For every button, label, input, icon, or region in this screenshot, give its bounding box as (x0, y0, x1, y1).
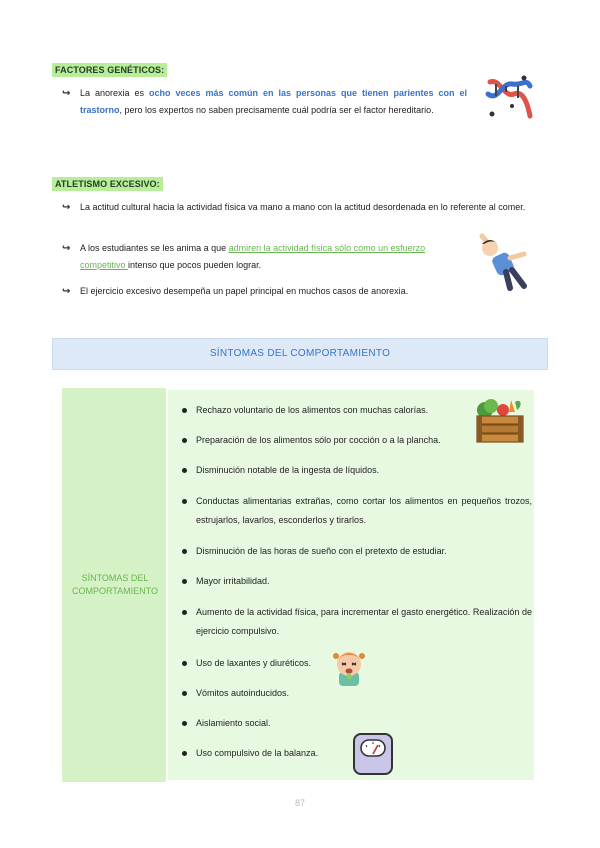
list-item (62, 85, 467, 119)
nauseous-face-icon (331, 646, 367, 686)
page-number: 87 (294, 798, 305, 808)
section-banner: SÍNTOMAS DEL COMPORTAMIENTO (52, 338, 548, 370)
bullet-text: La anorexia es (80, 88, 150, 98)
list-item: Disminución de las horas de sueño con el pretexto de estudiar. (182, 542, 532, 561)
heading-atletismo-excesivo: ATLETISMO EXCESIVO: (52, 177, 163, 191)
hook-arrow-icon: ↪ (62, 286, 71, 297)
table-header-label: SÍNTOMAS DEL COMPORTAMIENTO (71, 573, 158, 596)
heading-factores-geneticos: FACTORES GENÉTICOS: (52, 63, 167, 77)
hook-arrow-icon: ↪ (62, 202, 71, 213)
bullet-text: A los estudiantes se les anima a que (80, 243, 229, 253)
bullet-text: El ejercicio excesivo desempeña un papel principal en muchos casos de anorexia. (80, 286, 409, 296)
list-item: Disminución notable de la ingesta de líquidos. (182, 461, 532, 480)
link-text[interactable]: admiren la actividad física sólo como un esfuerzo competitivo (80, 243, 426, 270)
list-item: Aumento de la actividad física, para incrementar el gasto energético. Realización de ejercicio compulsivo. (182, 603, 532, 641)
list-item: Conductas alimentarias extrañas, como cortar los alimentos en pequeños trozos, estrujarlos, lavarlos, esconderlos y tirarlos. (182, 492, 532, 530)
bathroom-scale-icon (352, 732, 394, 776)
list-item (62, 199, 548, 216)
bullet-text: intenso que pocos pueden lograr. (128, 260, 262, 270)
dna-icon (484, 72, 536, 122)
list-item (62, 283, 472, 300)
bullet-text: La actitud cultural hacia la actividad física va mano a mano con la actitud desordenada en lo referente al comer. (80, 202, 526, 212)
bullet-text: , pero los expertos no saben precisamente cuál podría ser el factor hereditario. (119, 105, 434, 115)
hook-arrow-icon: ↪ (62, 243, 71, 254)
list-item: Uso de laxantes y diuréticos. (182, 654, 532, 673)
list-item: Vómitos autoinducidos. (182, 684, 532, 703)
list-item (62, 240, 472, 274)
hook-arrow-icon: ↪ (62, 88, 71, 99)
list-item: Uso compulsivo de la balanza. (182, 744, 532, 763)
list-item: Mayor irritabilidad. (182, 572, 532, 591)
list-item: Aislamiento social. (182, 714, 532, 733)
list-item: Rechazo voluntario de los alimentos con muchas calorías. (182, 401, 532, 420)
list-item: Preparación de los alimentos sólo por cocción o a la plancha. (182, 431, 532, 450)
stretching-person-icon (472, 232, 534, 294)
vegetable-crate-icon (475, 396, 525, 444)
highlight-text: ocho veces más común en las personas que tienen parientes con el trastorno (80, 88, 467, 115)
